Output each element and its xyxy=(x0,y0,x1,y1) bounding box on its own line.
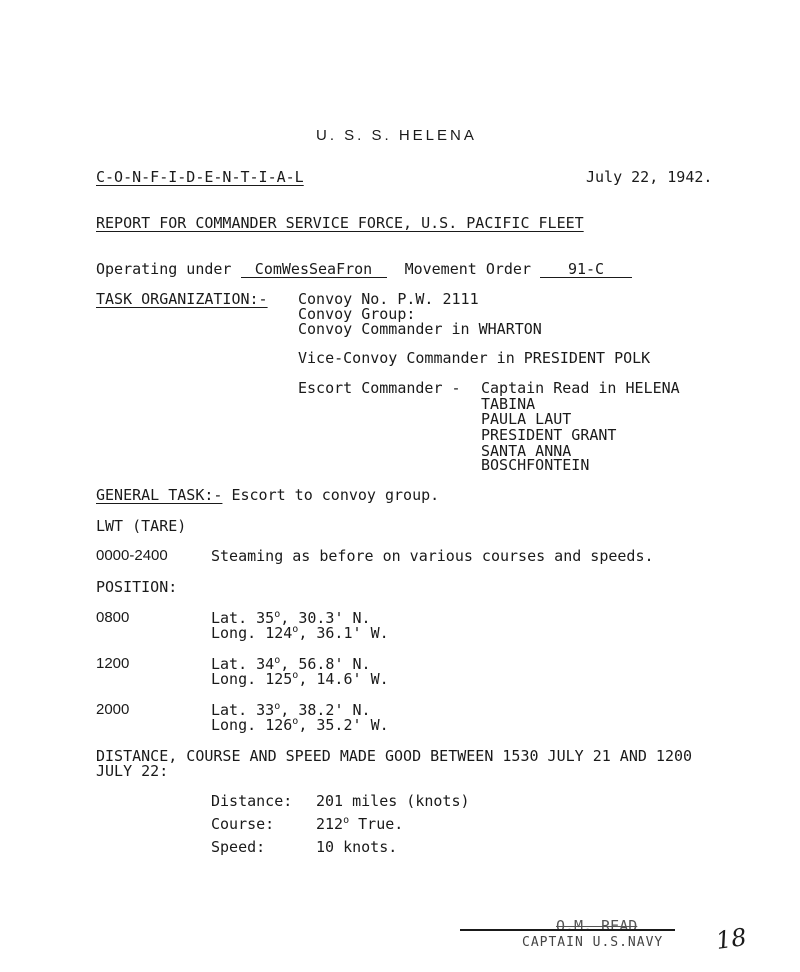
convoy-number: Convoy No. P.W. 2111 xyxy=(298,290,479,308)
position-long: Long. 125$^o$, 14.6' W. xyxy=(211,670,389,688)
distance-heading-line2: JULY 22: xyxy=(96,762,169,780)
speed-value: 10 knots. xyxy=(316,838,398,856)
convoy-ship: PRESIDENT GRANT xyxy=(481,426,617,444)
convoy-commander: Convoy Commander in WHARTON xyxy=(298,320,542,338)
convoy-ship: TABINA xyxy=(481,395,536,413)
movement-order-label: Movement Order xyxy=(404,260,531,278)
position-lat: Lat. 35$^o$, 30.3' N. xyxy=(211,609,371,627)
vice-convoy-commander: Vice-Convoy Commander in PRESIDENT POLK xyxy=(298,349,651,367)
distance-value: 201 miles (knots) xyxy=(316,792,470,810)
signature-title: CAPTAIN U.S.NAVY xyxy=(522,935,664,950)
convoy-group: Convoy Group: xyxy=(298,305,416,323)
operating-line xyxy=(96,261,632,278)
general-task-text: Escort to convoy group. xyxy=(231,486,440,504)
position-label: POSITION: xyxy=(96,578,178,596)
log-text: Steaming as before on various courses and speeds. xyxy=(211,547,654,565)
position-time: 0800 xyxy=(96,609,130,626)
report-title: REPORT FOR COMMANDER SERVICE FORCE, U.S. PACIFIC FLEET xyxy=(96,214,584,232)
position-time: 1200 xyxy=(96,655,130,672)
general-task xyxy=(96,487,439,503)
escort-commander-value: Captain Read in HELENA xyxy=(481,379,680,397)
convoy-ship: BOSCHFONTEIN xyxy=(481,456,590,474)
position-lat: Lat. 34$^o$, 56.8' N. xyxy=(211,655,371,673)
convoy-ship: PAULA LAUT xyxy=(481,410,572,428)
distance-label: Distance: xyxy=(211,792,293,810)
signature-name: O.M. READ xyxy=(556,917,638,935)
operating-authority: ComWesSeaFron xyxy=(241,261,387,278)
escort-commander-label: Escort Commander - xyxy=(298,379,461,397)
position-long: Long. 124$^o$, 36.1' W. xyxy=(211,624,389,642)
classification: C-O-N-F-I-D-E-N-T-I-A-L xyxy=(96,168,304,186)
operating-label: Operating under xyxy=(96,260,232,278)
position-long: Long. 126$^o$, 35.2' W. xyxy=(211,716,389,734)
log-time: 0000-2400 xyxy=(96,547,168,564)
lwt-heading: LWT (TARE) xyxy=(96,517,187,535)
position-lat: Lat. 33$^o$, 38.2' N. xyxy=(211,701,371,719)
report-date: July 22, 1942. xyxy=(586,168,713,186)
distance-heading-line1: DISTANCE, COURSE AND SPEED MADE GOOD BETWEEN 1530 JULY 21 AND 1200 xyxy=(96,747,693,765)
convoy-ship: SANTA ANNA xyxy=(481,442,572,460)
course-label: Course: xyxy=(211,815,275,833)
position-time: 2000 xyxy=(96,701,130,718)
page-mark: 18 xyxy=(714,923,749,955)
speed-label: Speed: xyxy=(211,838,266,856)
task-organization-label: TASK ORGANIZATION:- xyxy=(96,290,268,308)
general-task-label: GENERAL TASK:- xyxy=(96,486,223,504)
ship-header: U. S. S. HELENA xyxy=(316,127,477,144)
movement-order-number: 91-C xyxy=(540,261,632,278)
signature-line xyxy=(460,929,675,931)
course-value: 212$^o$ True. xyxy=(316,815,404,833)
